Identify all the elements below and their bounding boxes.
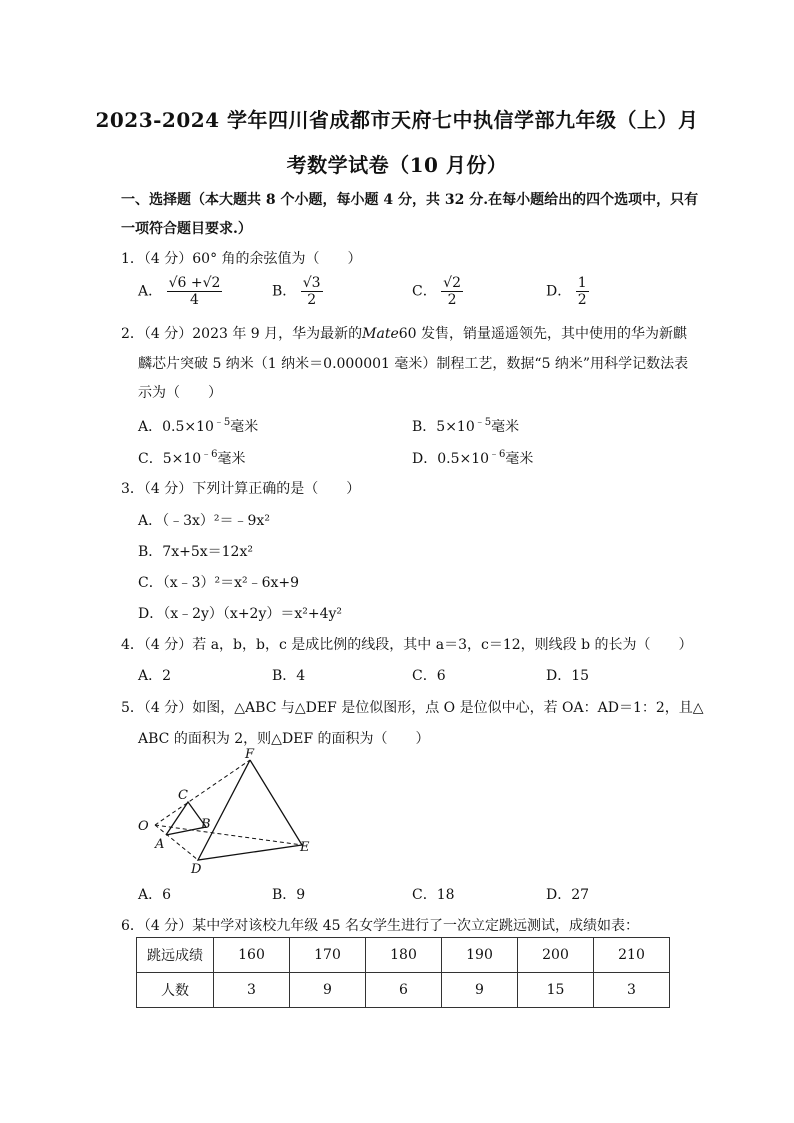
q1-b-denominator: 2 [307,292,317,308]
q1-d-fraction [576,275,589,308]
q3-option-d: D．（x﹣2y）（x+2y）＝x²+4y² [138,606,343,622]
q2-c-exponent: ﹣6 [201,449,218,460]
q1-c-numerator: √2 [443,275,461,291]
table-cell: 15 [518,973,594,1008]
table-row [137,938,670,973]
q1-b-label: B． [272,283,297,300]
section-heading-line1: 一、选择题（本大题共 8 个小题，每小题 4 分，共 32 分.在每小题给出的四个选项中，只有 [121,192,699,208]
q5-option-a: A．6 [138,887,172,903]
ray-of [155,760,250,825]
q2-option-b [412,416,519,436]
table-header-count: 人数 [137,973,214,1008]
label-f: F [245,747,255,762]
q4-option-d: D．15 [546,668,590,684]
q1-option-d [546,275,589,308]
label-o: O [138,819,149,834]
q2-d-unit: 毫米 [505,451,534,467]
q1-a-denominator: 4 [190,292,199,308]
ray-oe [155,825,302,845]
table-cell: 200 [518,938,594,973]
q2-c-unit: 毫米 [217,451,246,467]
q2-line1-part2: 60 发售，销量遥遥领先，其中使用的华为新麒 [398,326,688,342]
q2-a-base: A．0.5×10 [138,419,214,435]
q3-option-c: C．（x﹣3）²＝x²﹣6x+9 [138,575,300,591]
label-e: E [300,840,310,855]
q2-a-unit: 毫米 [230,419,259,435]
q2-option-c [138,448,246,468]
q2-option-a [138,416,258,436]
q2-line1-italic: Mate [362,326,399,342]
q1-c-label: C． [412,283,437,300]
table-cell: 190 [442,938,518,973]
q3-stem: 3．（4 分）下列计算正确的是（ ） [121,481,361,497]
q6-stem: 6．（4 分）某中学对该校九年级 45 名女学生进行了一次立定跳远测试，成绩如表： [121,918,639,934]
q5-stem-line1: 5．（4 分）如图，△ABC 与△DEF 是位似图形，点 O 是位似中心，若 OA：AD＝1：2，且△ [121,700,704,716]
exam-title-line1: 2023-2024 学年四川省成都市天府七中执信学部九年级（上）月 [95,108,699,132]
q2-stem-line1 [121,323,687,343]
q2-b-base: B．5×10 [412,419,475,435]
q2-stem-line3: 示为（ ） [138,385,222,401]
q5-option-c: C．18 [412,887,455,903]
triangle-def [198,760,302,860]
q5-option-b: B．9 [272,887,306,903]
q6-score-table [136,937,670,1008]
q2-stem-line2: 麟芯片突破 5 纳米（1 纳米＝0.000001 毫米）制程工艺，数据“5 纳米”用科学记数法表 [138,356,689,372]
q4-option-c: C．6 [412,668,446,684]
q2-b-exponent: ﹣5 [474,417,492,428]
q1-c-fraction [441,275,463,308]
q2-d-base: D．0.5×10 [412,451,490,467]
q2-c-base: C．5×10 [138,451,202,467]
table-cell: 170 [290,938,366,973]
q1-b-numerator: √3 [302,275,321,291]
table-cell: 3 [594,973,670,1008]
q1-option-b [272,275,323,308]
label-d: D [191,862,202,877]
table-cell: 180 [366,938,442,973]
q1-b-fraction [301,275,323,308]
table-cell: 210 [594,938,670,973]
q2-d-exponent: ﹣6 [489,449,506,460]
q2-b-unit: 毫米 [491,419,520,435]
q2-option-d [412,448,533,468]
table-header-score: 跳远成绩 [137,938,214,973]
q1-d-numerator: 1 [577,275,587,291]
label-a: A [155,837,165,852]
q3-option-a: A．（﹣3x）²＝﹣9x² [138,513,270,529]
q1-stem: 1．（4 分）60° 角的余弦值为（ ） [121,251,362,267]
table-cell: 160 [214,938,290,973]
table-cell: 6 [366,973,442,1008]
q5-homothety-figure [130,745,330,877]
triangle-abc [166,802,206,835]
q3-option-b: B．7x+5x＝12x² [138,544,253,560]
q1-option-c [412,275,463,308]
q1-a-label: A． [138,283,163,300]
section-heading-line2: 一项符合题目要求.） [121,221,252,237]
label-c: C [178,788,188,803]
q4-stem: 4．（4 分）若 a，b，b，c 是成比例的线段，其中 a＝3，c＝12，则线段 b 的长为（ ） [121,637,693,653]
q1-option-a [138,275,222,308]
table-cell: 3 [214,973,290,1008]
q2-line1-part1: 2．（4 分）2023 年 9 月，华为最新的 [121,326,363,342]
q4-option-b: B．4 [272,668,306,684]
q5-option-d: D．27 [546,887,590,903]
q2-a-exponent: ﹣5 [213,417,231,428]
q1-c-denominator: 2 [447,292,457,308]
label-b: B [201,817,211,832]
q1-d-label: D． [546,283,572,300]
table-cell: 9 [442,973,518,1008]
exam-title-line2: 考数学试卷（10 月份） [286,153,508,177]
q4-option-a: A．2 [138,668,172,684]
table-row [137,973,670,1008]
q5-stem-line2: ABC 的面积为 2，则△DEF 的面积为（ ） [138,731,430,747]
q1-a-numerator: √6 +√2 [168,275,221,291]
table-cell: 9 [290,973,366,1008]
q1-d-denominator: 2 [577,292,587,308]
q1-a-fraction [167,275,223,308]
